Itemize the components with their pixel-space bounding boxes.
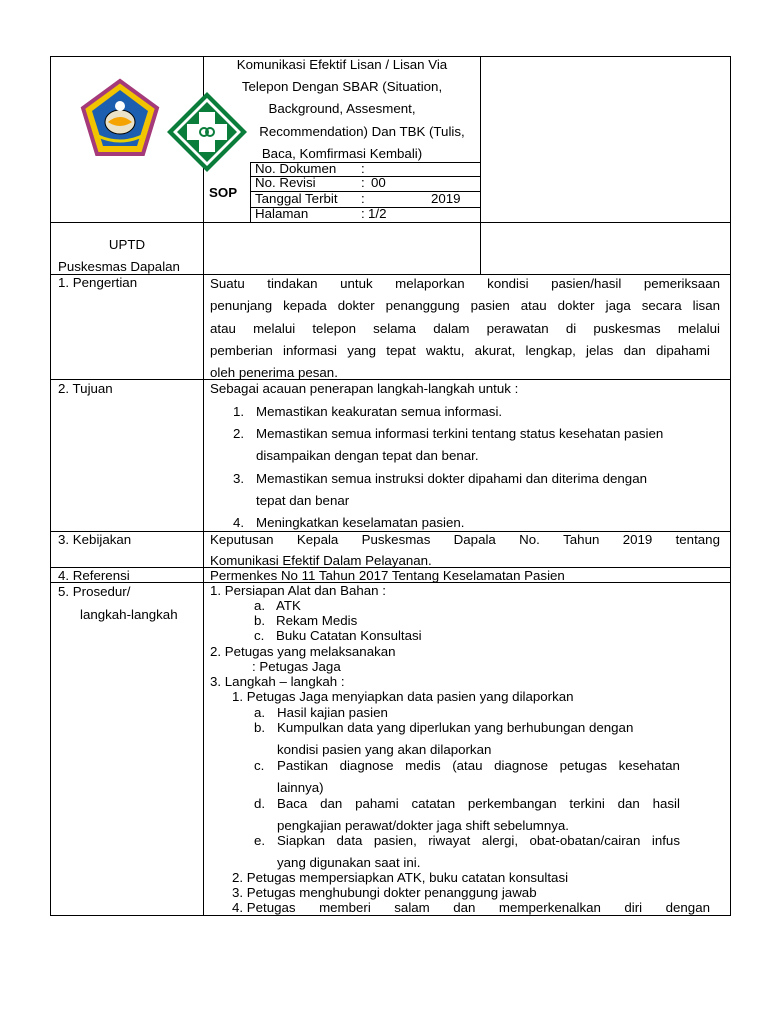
sop-meta-divider bbox=[250, 162, 251, 222]
tujuan-item-text: Memastikan semua informasi terkini tentang status kesehatan pasien bbox=[256, 426, 664, 441]
meta-label-no-dokumen: No. Dokumen bbox=[255, 161, 337, 176]
sop-label: SOP bbox=[209, 185, 238, 200]
meta-value-tanggal-terbit: 2019 bbox=[431, 191, 461, 206]
pengertian-line: atau melalui telepon selama dalam perawatan di puskesmas melalui bbox=[210, 321, 720, 336]
section-label-tujuan: 2. Tujuan bbox=[58, 381, 113, 396]
langkah-step: 4. Petugas memberi salam dan memperkenalkan diri dengan bbox=[232, 900, 710, 915]
meta-label-halaman: Halaman bbox=[255, 206, 309, 221]
tujuan-item-text: Meningkatkan keselamatan pasien. bbox=[256, 515, 465, 530]
meta-sep: : bbox=[361, 206, 365, 221]
langkah-subitem-num: e. bbox=[254, 833, 266, 848]
prosedur-subitem-num: b. bbox=[254, 613, 266, 628]
tujuan-item-text: Memastikan keakuratan semua informasi. bbox=[256, 404, 503, 419]
meta-value-no-revisi: 00 bbox=[371, 175, 386, 190]
langkah-subitem-text: lainnya) bbox=[277, 780, 324, 795]
tujuan-item-num: 2. bbox=[233, 426, 245, 441]
prosedur-step: 2. Petugas yang melaksanakan bbox=[210, 644, 396, 659]
tujuan-item-num: 3. bbox=[233, 471, 245, 486]
langkah-subitem-text: Kumpulkan data yang diperlukan yang berhubungan dengan bbox=[277, 720, 634, 735]
langkah-subitem-text: yang digunakan saat ini. bbox=[277, 855, 421, 870]
prosedur-step: 1. Persiapan Alat dan Bahan : bbox=[210, 583, 386, 598]
meta-value-halaman: 1/2 bbox=[368, 206, 387, 221]
langkah-step: 1. Petugas Jaga menyiapkan data pasien yang dilaporkan bbox=[232, 689, 574, 704]
langkah-subitem-num: c. bbox=[254, 758, 265, 773]
meta-label-no-revisi: No. Revisi bbox=[255, 175, 316, 190]
langkah-subitem-text: Pastikan diagnose medis (atau diagnose petugas kesehatan bbox=[277, 758, 680, 773]
section-label-referensi: 4. Referensi bbox=[58, 568, 130, 583]
langkah-subitem-text: Hasil kajian pasien bbox=[277, 705, 388, 720]
row-line bbox=[50, 379, 731, 380]
sop-title-line: Recommendation) Dan TBK (Tulis, bbox=[259, 124, 465, 139]
tujuan-item-text: tepat dan benar bbox=[256, 493, 350, 508]
section-label-pengertian: 1. Pengertian bbox=[58, 275, 138, 290]
pengertian-line: penunjang kepada dokter penanggung pasien atau dokter jaga secara lisan bbox=[210, 298, 720, 313]
table-border-right bbox=[730, 56, 731, 916]
prosedur-step: 3. Langkah – langkah : bbox=[210, 674, 345, 689]
prosedur-subitem-text: Rekam Medis bbox=[276, 613, 358, 628]
header-row-line bbox=[50, 222, 731, 223]
prosedur-subitem-num: c. bbox=[254, 628, 265, 643]
langkah-subitem-num: a. bbox=[254, 705, 266, 720]
prosedur-subitem-text: ATK bbox=[276, 598, 301, 613]
langkah-subitem-text: Baca dan pahami catatan perkembangan terkini dan hasil bbox=[277, 796, 680, 811]
sop-title-line: Baca, Komfirmasi Kembali) bbox=[261, 146, 423, 161]
sop-title-line: Background, Assesment, bbox=[268, 101, 416, 116]
tujuan-item-num: 1. bbox=[233, 404, 245, 419]
pengertian-line: pemberian informasi yang tepat waktu, akurat, lengkap, jelas dan dipahami bbox=[210, 343, 710, 358]
sop-title-line: Telepon Dengan SBAR (Situation, bbox=[241, 79, 443, 94]
prosedur-subitem-num: a. bbox=[254, 598, 266, 613]
prosedur-subitem-text: Buku Catatan Konsultasi bbox=[276, 628, 422, 643]
col-divider-left bbox=[203, 56, 204, 916]
pengertian-line: Suatu tindakan untuk melaporkan kondisi pasien/hasil pemeriksaan bbox=[210, 276, 720, 291]
tujuan-item-text: disampaikan dengan tepat dan benar. bbox=[256, 448, 479, 463]
sop-title-line: Komunikasi Efektif Lisan / Lisan Via bbox=[236, 57, 448, 72]
org-name-line2: Puskesmas Dapalan bbox=[58, 259, 180, 274]
table-border-bottom bbox=[50, 915, 731, 916]
langkah-subitem-text: pengkajian perawat/dokter jaga shift sebelumnya. bbox=[277, 818, 569, 833]
langkah-subitem-num: b. bbox=[254, 720, 266, 735]
meta-label-tanggal-terbit: Tanggal Terbit bbox=[255, 191, 338, 206]
org-name-line1: UPTD bbox=[108, 237, 146, 252]
kebijakan-line: Keputusan Kepala Puskesmas Dapala No. Tahun 2019 tentang bbox=[210, 532, 720, 547]
section-label-prosedur-line2: langkah-langkah bbox=[80, 607, 178, 622]
tujuan-item-num: 4. bbox=[233, 515, 245, 530]
regional-government-emblem bbox=[80, 78, 160, 158]
tujuan-intro: Sebagai acauan penerapan langkah-langkah untuk : bbox=[210, 381, 519, 396]
langkah-subitem-text: kondisi pasien yang akan dilaporkan bbox=[277, 742, 492, 757]
table-border-left bbox=[50, 56, 51, 916]
prosedur-step-value: : Petugas Jaga bbox=[252, 659, 341, 674]
row-line bbox=[50, 274, 731, 275]
langkah-step: 3. Petugas menghubungi dokter penanggung jawab bbox=[232, 885, 537, 900]
col-divider-header-right bbox=[480, 56, 481, 274]
referensi-text: Permenkes No 11 Tahun 2017 Tentang Keselamatan Pasien bbox=[210, 568, 565, 583]
meta-sep: : bbox=[361, 161, 365, 176]
meta-sep: : bbox=[361, 175, 365, 190]
langkah-subitem-num: d. bbox=[254, 796, 266, 811]
pengertian-line: oleh penerima pesan. bbox=[210, 365, 338, 380]
tujuan-item-text: Memastikan semua instruksi dokter dipahami dan diterima dengan bbox=[256, 471, 647, 486]
langkah-subitem-text: Siapkan data pasien, riwayat alergi, obat-obatan/cairan infus bbox=[277, 833, 680, 848]
kebijakan-line: Komunikasi Efektif Dalam Pelayanan. bbox=[210, 553, 432, 568]
section-label-kebijakan: 3. Kebijakan bbox=[58, 532, 132, 547]
section-label-prosedur: 5. Prosedur/ bbox=[58, 584, 131, 599]
meta-sep: : bbox=[361, 191, 365, 206]
langkah-step: 2. Petugas mempersiapkan ATK, buku catatan konsultasi bbox=[232, 870, 569, 885]
